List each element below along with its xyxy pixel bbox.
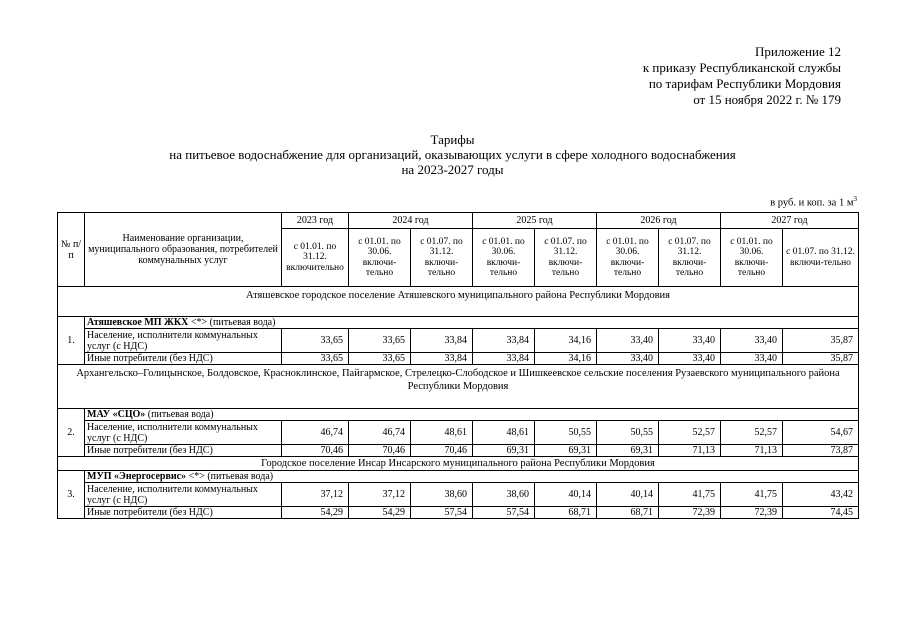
header-period: с 01.01. по 31.12. включительно (282, 229, 349, 287)
units-text: в руб. и коп. за 1 м (770, 197, 854, 209)
tariff-cell: 35,87 (783, 353, 859, 365)
consumer-label: Население, исполнители коммунальных услуг (с НДС) (85, 483, 282, 507)
header-period: с 01.01. по 30.06. включи-тельно (597, 229, 659, 287)
tariff-cell: 52,57 (721, 421, 783, 445)
tariff-cell: 33,40 (721, 329, 783, 353)
tariff-cell: 33,40 (659, 329, 721, 353)
organization-row (85, 317, 859, 329)
tariff-cell: 70,46 (349, 445, 411, 457)
organization-suffix: <*> (питьевая вода) (188, 317, 276, 328)
tariff-cell: 71,13 (659, 445, 721, 457)
tariff-cell: 33,40 (597, 329, 659, 353)
tariff-cell: 33,84 (411, 329, 473, 353)
consumer-label: Иные потребители (без НДС) (85, 353, 282, 365)
consumer-label: Население, исполнители коммунальных услуг (с НДС) (85, 421, 282, 445)
tariff-cell: 46,74 (282, 421, 349, 445)
tariff-cell: 38,60 (411, 483, 473, 507)
header-period: с 01.07. по 31.12. включи-тельно (783, 229, 859, 287)
units-note (770, 195, 857, 209)
header-num: № п/п (58, 213, 85, 287)
header-period: с 01.07. по 31.12. включи-тельно (411, 229, 473, 287)
tariff-cell: 57,54 (473, 507, 535, 519)
tariff-cell: 74,45 (783, 507, 859, 519)
table-row (58, 445, 859, 457)
title-line: на 2023-2027 годы (401, 162, 504, 177)
organization-row (85, 409, 859, 421)
header-period: с 01.01. по 30.06. включи-тельно (721, 229, 783, 287)
tariff-cell: 50,55 (597, 421, 659, 445)
tariff-cell: 33,40 (597, 353, 659, 365)
tariff-cell: 48,61 (411, 421, 473, 445)
consumer-label: Иные потребители (без НДС) (85, 445, 282, 457)
tariff-cell: 69,31 (597, 445, 659, 457)
appendix-line: от 15 ноября 2022 г. № 179 (693, 92, 841, 107)
tariff-cell: 48,61 (473, 421, 535, 445)
appendix-line: к приказу Республиканской службы (642, 60, 841, 75)
header-year: 2027 год (721, 213, 859, 229)
tariff-cell: 40,14 (535, 483, 597, 507)
tariff-cell: 68,71 (535, 507, 597, 519)
organization-name: МУП «Энергосервис» (87, 471, 187, 482)
tariff-cell: 73,87 (783, 445, 859, 457)
organization-suffix: <*> (питьевая вода) (186, 471, 274, 482)
table-row (58, 329, 859, 353)
header-year: 2024 год (349, 213, 473, 229)
tariff-cell: 35,87 (783, 329, 859, 353)
region-row: Атяшевское городское поселение Атяшевского муниципального района Республики Мордовия (58, 287, 859, 317)
header-year: 2025 год (473, 213, 597, 229)
tariff-cell: 33,65 (349, 329, 411, 353)
tariff-cell: 72,39 (721, 507, 783, 519)
tariff-cell: 34,16 (535, 353, 597, 365)
tariff-cell: 33,40 (659, 353, 721, 365)
units-sup: 3 (853, 195, 857, 203)
appendix-block (643, 44, 841, 108)
tariff-cell: 33,65 (349, 353, 411, 365)
tariff-cell: 33,65 (282, 353, 349, 365)
tariff-cell: 38,60 (473, 483, 535, 507)
tariff-cell: 33,84 (473, 329, 535, 353)
tariff-cell: 34,16 (535, 329, 597, 353)
table-row (58, 421, 859, 445)
consumer-label: Иные потребители (без НДС) (85, 507, 282, 519)
tariff-cell: 70,46 (282, 445, 349, 457)
tariff-cell: 69,31 (473, 445, 535, 457)
tariff-cell: 70,46 (411, 445, 473, 457)
tariff-cell: 72,39 (659, 507, 721, 519)
tariff-cell: 71,13 (721, 445, 783, 457)
organization-row (85, 471, 859, 483)
tariff-cell: 69,31 (535, 445, 597, 457)
title-line: Тарифы (430, 132, 475, 147)
tariff-cell: 33,84 (411, 353, 473, 365)
organization-name: МАУ «СЦО» (87, 409, 146, 420)
consumer-label: Население, исполнители коммунальных услуг (с НДС) (85, 329, 282, 353)
tariff-cell: 41,75 (721, 483, 783, 507)
tariff-cell: 33,65 (282, 329, 349, 353)
header-period: с 01.01. по 30.06. включи-тельно (349, 229, 411, 287)
tariff-cell: 68,71 (597, 507, 659, 519)
tariff-cell: 46,74 (349, 421, 411, 445)
appendix-line: Приложение 12 (754, 44, 841, 59)
tariff-cell: 43,42 (783, 483, 859, 507)
table-row (58, 353, 859, 365)
row-number: 1. (58, 317, 85, 365)
tariff-cell: 33,40 (721, 353, 783, 365)
tariff-cell: 52,57 (659, 421, 721, 445)
header-period: с 01.07. по 31.12. включи-тельно (535, 229, 597, 287)
tariff-cell: 37,12 (349, 483, 411, 507)
region-row: Архангельско–Голицынское, Болдовское, Красноклинское, Пайгармское, Стрелецко-Слободское и Шишкеевское сельские поселения Рузаевского муниципального района Республики Мордовия (58, 365, 859, 409)
tariff-cell: 37,12 (282, 483, 349, 507)
header-year: 2023 год (282, 213, 349, 229)
row-number: 3. (58, 471, 85, 519)
table-row (58, 483, 859, 507)
tariff-cell: 57,54 (411, 507, 473, 519)
row-number: 2. (58, 409, 85, 457)
title-line: на питьевое водоснабжение для организаций, оказывающих услуги в сфере холодного водоснабжения (169, 147, 736, 162)
tariff-cell: 50,55 (535, 421, 597, 445)
region-row: Городское поселение Инсар Инсарского муниципального района Республики Мордовия (58, 457, 859, 471)
header-period: с 01.07. по 31.12. включи-тельно (659, 229, 721, 287)
document-title (0, 132, 905, 177)
tariff-cell: 40,14 (597, 483, 659, 507)
header-name: Наименование организации, муниципального образования, потребителей коммунальных услуг (85, 213, 282, 287)
appendix-line: по тарифам Республики Мордовия (648, 76, 841, 91)
tariffs-table (57, 212, 859, 519)
header-period: с 01.01. по 30.06. включи-тельно (473, 229, 535, 287)
table-row (58, 507, 859, 519)
tariff-cell: 41,75 (659, 483, 721, 507)
header-year: 2026 год (597, 213, 721, 229)
organization-name: Атяшевское МП ЖКХ (87, 317, 189, 328)
organization-suffix: (питьевая вода) (145, 409, 214, 420)
tariff-cell: 33,84 (473, 353, 535, 365)
tariff-cell: 54,67 (783, 421, 859, 445)
tariff-cell: 54,29 (349, 507, 411, 519)
tariff-cell: 54,29 (282, 507, 349, 519)
